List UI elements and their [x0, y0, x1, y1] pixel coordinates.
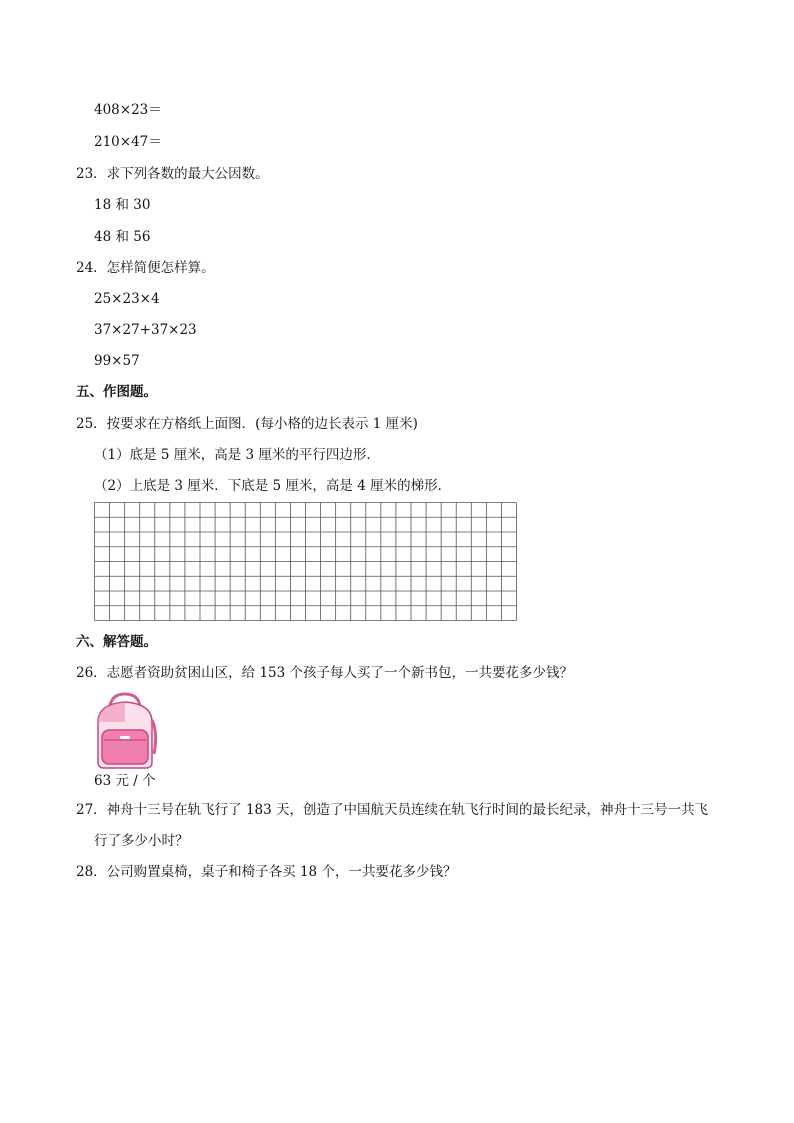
section-6-heading: 六、解答题。: [76, 634, 157, 650]
backpack-image: [90, 692, 160, 772]
question-26: 26．志愿者资助贫困山区，给 153 个孩子每人买了一个新书包，一共要花多少钱？: [76, 665, 574, 681]
question-27-line-1: 27．神舟十三号在轨飞行了 183 天，创造了中国航天员连续在轨飞行时间的最长纪录，神舟十三号一共飞: [76, 802, 709, 818]
question-24-item-2: 37×27+37×23: [94, 322, 197, 338]
backpack-price: 63 元 / 个: [94, 773, 156, 789]
question-28: 28．公司购置桌椅，桌子和椅子各买 18 个，一共要花多少钱？: [76, 864, 457, 880]
expression-210x47: 210×47＝: [94, 134, 162, 150]
question-25-part-2: （2）上底是 3 厘米．下底是 5 厘米，高是 4 厘米的梯形．: [94, 478, 452, 494]
question-25-part-1: （1）底是 5 厘米，高是 3 厘米的平行四边形．: [94, 447, 380, 463]
question-23: 23．求下列各数的最大公因数。: [76, 166, 269, 182]
grid-paper: [94, 502, 517, 621]
question-23-item-1: 18 和 30: [94, 197, 151, 213]
question-24: 24．怎样简便怎样算。: [76, 260, 215, 276]
expression-408x23: 408×23＝: [94, 102, 162, 118]
question-23-item-2: 48 和 56: [94, 229, 151, 245]
question-24-item-1: 25×23×4: [94, 291, 160, 307]
question-25: 25．按要求在方格纸上面图．(每小格的边长表示 1 厘米): [76, 416, 418, 432]
section-5-heading: 五、作图题。: [76, 384, 157, 400]
question-24-item-3: 99×57: [94, 353, 140, 369]
question-27-line-2: 行了多少小时？: [94, 833, 189, 849]
